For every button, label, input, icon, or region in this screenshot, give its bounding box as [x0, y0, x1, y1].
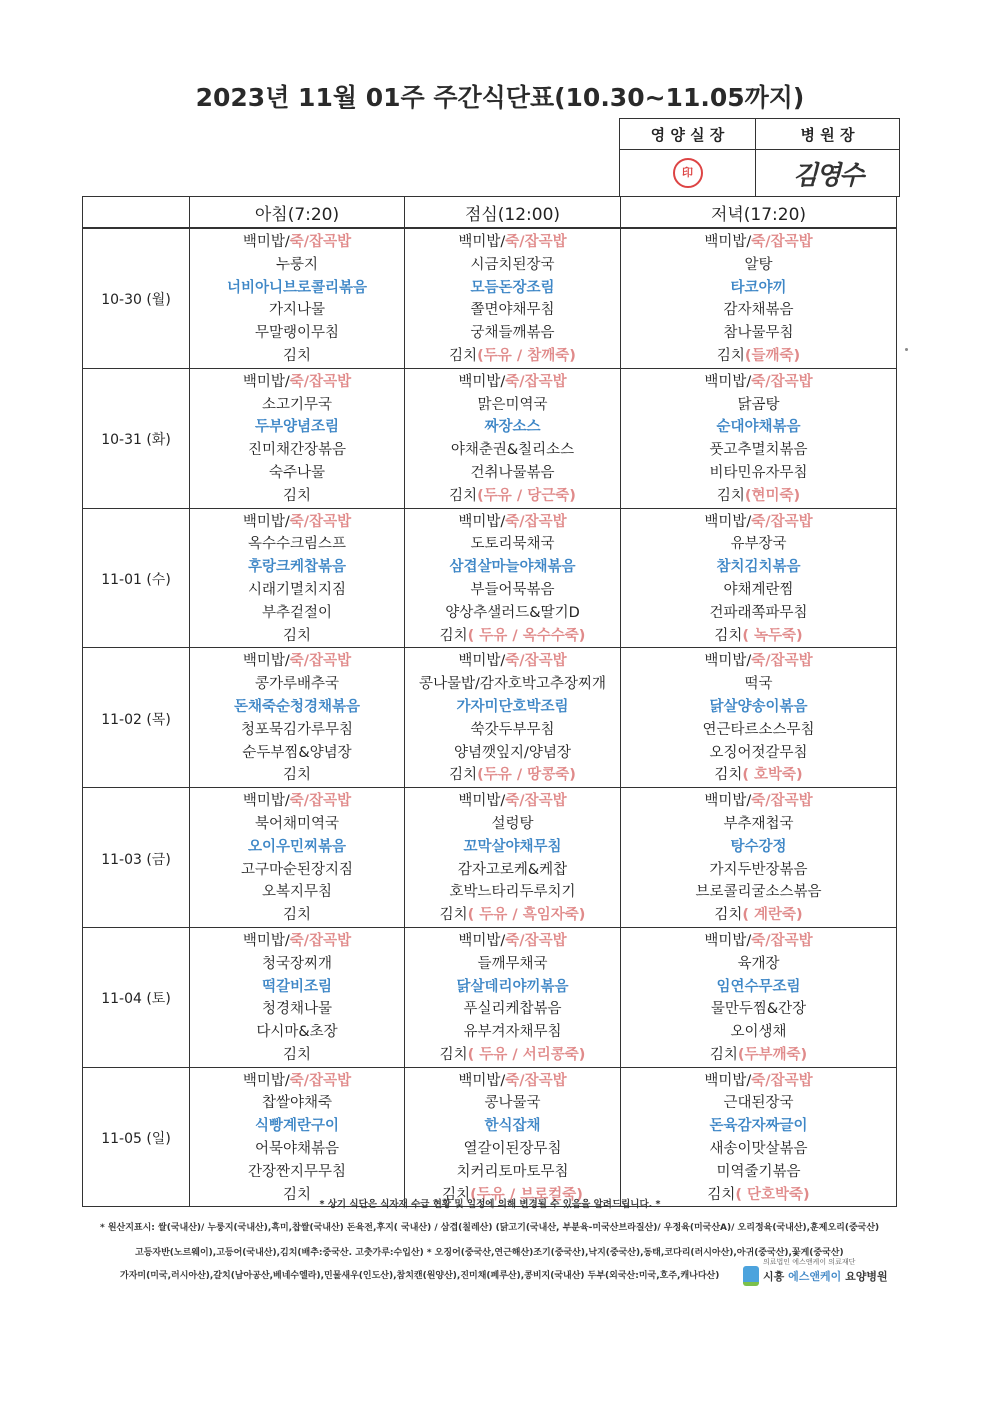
menu-item: 시래기멸치지짐 [247, 581, 347, 598]
main-dish: 참치김치볶음 [716, 559, 801, 576]
menu-item: 시금치된장국 [470, 256, 555, 273]
menu-item: 치커리토마토무침 [456, 1163, 569, 1180]
main-dish: 꼬막살야채무침 [463, 838, 562, 855]
kimchi: 김치 [714, 627, 743, 644]
rice-main: 백미밥/ [704, 793, 752, 810]
snack-porridge: ( 호박죽) [742, 767, 803, 784]
snack-porridge: (현미죽) [744, 487, 801, 504]
kimchi-line [190, 764, 404, 787]
main-dish: 오이우민찌볶음 [247, 838, 347, 855]
rice-main: 백미밥/ [242, 373, 290, 390]
kimchi-line [405, 485, 620, 508]
dinner-cell [621, 648, 897, 788]
kimchi: 김치 [707, 1186, 736, 1203]
rice-main: 백미밥/ [242, 513, 290, 530]
main-dish: 탕수강정 [730, 838, 787, 855]
rice-line [190, 790, 404, 813]
rice-alternative: 죽/잡곡밥 [289, 653, 352, 670]
main-dish: 돈채죽순청경채볶음 [233, 698, 361, 715]
menu-item: 청포묵김가루무침 [240, 721, 354, 738]
director-signature: 김영수 [792, 160, 863, 191]
kimchi-line [405, 904, 620, 927]
origin-line-2: 고등자반(노르웨이),고등어(국내산),김치(배추:중국산. 고춧가루:수입산) * 오징어(중국산,연근해산)조기(중국산),낙지(중국산),동태,코다리(러시아산),아귀(중국산),꽃게(중국산) [135, 1248, 844, 1258]
rice-line [190, 511, 404, 534]
kimchi-line [621, 904, 896, 927]
rice-alternative: 죽/잡곡밥 [289, 513, 352, 530]
rice-main: 백미밥/ [458, 513, 506, 530]
snack-porridge: (두유 / 땅콩죽) [477, 767, 576, 784]
kimchi-line [405, 345, 620, 368]
menu-item: 건파래쪽파무침 [709, 604, 808, 621]
rice-main: 백미밥/ [458, 234, 506, 250]
kimchi: 김치 [439, 907, 468, 924]
rice-main: 백미밥/ [458, 1072, 506, 1089]
main-dish: 후랑크케찹볶음 [247, 559, 347, 576]
breakfast-cell [190, 648, 405, 788]
breakfast-cell [190, 1067, 405, 1207]
main-dish: 떡갈비조림 [261, 978, 333, 995]
menu-item: 푸실리케찹볶음 [463, 1001, 562, 1018]
breakfast-cell [190, 788, 405, 928]
menu-day-row [83, 648, 897, 788]
menu-item: 무말랭이무침 [254, 325, 340, 342]
rice-line [190, 650, 404, 673]
menu-item: 콩나물국 [484, 1095, 541, 1112]
breakfast-cell [190, 508, 405, 648]
header-breakfast: 아침(7:20) [190, 197, 405, 229]
lunch-cell [405, 228, 621, 368]
rice-line [621, 1070, 896, 1093]
kimchi-line [405, 1044, 620, 1067]
main-dish: 한식잡채 [484, 1118, 541, 1135]
lunch-cell [405, 927, 621, 1067]
rice-alternative: 죽/잡곡밥 [751, 234, 813, 250]
rice-alternative: 죽/잡곡밥 [289, 793, 352, 810]
menu-item: 북어채미역국 [254, 815, 340, 832]
menu-item: 옥수수크림스프 [247, 536, 347, 553]
menu-item: 찹쌀야채죽 [261, 1095, 333, 1112]
rice-main: 백미밥/ [458, 932, 506, 949]
hospital-logo [743, 1258, 888, 1286]
origin-line-3: 가자미(미국,러시아산),갈치(남아공산,베네수엘라),민물새우(인도산),참치캔(원양산),진미채(페루산),콩비지(국내산) 두부(외국산:미국,호주,캐나다산) [120, 1271, 720, 1281]
rice-main: 백미밥/ [458, 373, 506, 390]
snack-porridge: ( 두유 / 옥수수죽) [467, 627, 586, 644]
rice-line [621, 511, 896, 534]
menu-item: 유부장국 [730, 536, 787, 553]
rice-main: 백미밥/ [704, 373, 752, 390]
menu-item: 비타민유자무침 [709, 464, 808, 481]
rice-line [190, 1070, 404, 1093]
director-label: 병 원 장 [756, 119, 900, 150]
rice-alternative: 죽/잡곡밥 [289, 932, 352, 949]
main-dish: 두부양념조림 [254, 419, 340, 436]
menu-day-row [83, 1067, 897, 1207]
logo-name [763, 1268, 888, 1284]
snack-porridge: ( 두유 / 서리콩죽) [467, 1046, 586, 1063]
snack-porridge: (두유 / 참깨죽) [477, 347, 576, 364]
scan-dot [905, 348, 908, 351]
menu-item: 감자채볶음 [723, 302, 794, 319]
dinner-cell [621, 368, 897, 508]
rice-main: 백미밥/ [242, 793, 290, 810]
rice-line [621, 371, 896, 394]
day-date: 10-30 (월) [83, 228, 190, 368]
kimchi: 김치 [439, 1046, 468, 1063]
rice-alternative: 죽/잡곡밥 [751, 1072, 813, 1089]
menu-item: 쫄면야채무침 [470, 302, 555, 319]
kimchi: 김치 [282, 767, 311, 784]
menu-item: 호박느타리두루치기 [449, 884, 576, 901]
menu-item: 물만두찜&간장 [710, 1001, 807, 1018]
breakfast-cell [190, 368, 405, 508]
menu-item: 콩가루배추국 [254, 676, 340, 693]
kimchi-line [621, 345, 896, 368]
menu-item: 부추겉절이 [261, 604, 333, 621]
kimchi: 김치 [449, 347, 478, 364]
kimchi-line [190, 1044, 404, 1067]
rice-line [405, 650, 620, 673]
kimchi-line [621, 1044, 896, 1067]
menu-item: 양상추샐러드&딸기D [445, 604, 580, 621]
menu-item: 야채계란찜 [723, 581, 794, 598]
lunch-cell [405, 648, 621, 788]
kimchi: 김치 [282, 1186, 311, 1203]
menu-item: 풋고추멸치볶음 [709, 442, 808, 459]
menu-item: 건취나물볶음 [470, 464, 555, 481]
kimchi-line [190, 904, 404, 927]
day-date: 11-02 (목) [83, 648, 190, 788]
menu-item: 오복지무침 [261, 884, 333, 901]
kimchi: 김치 [282, 907, 311, 924]
snack-porridge: (들깨죽) [744, 347, 801, 364]
rice-line [405, 511, 620, 534]
menu-day-row [83, 788, 897, 928]
main-dish: 순대야채볶음 [716, 419, 801, 436]
kimchi: 김치 [449, 487, 478, 504]
kimchi: 김치 [282, 627, 311, 644]
snack-porridge: ( 두유 / 흑임자죽) [467, 907, 586, 924]
kimchi-line [405, 625, 620, 648]
main-dish: 닭살양송이볶음 [709, 698, 808, 715]
rice-alternative: 죽/잡곡밥 [505, 1072, 567, 1089]
rice-alternative: 죽/잡곡밥 [751, 653, 813, 670]
logo-foundation: 의료법인 에스앤케이 의료재단 [763, 1258, 856, 1266]
seal-stamp: 印 [673, 158, 703, 188]
rice-line [621, 790, 896, 813]
dietitian-label: 영 양 실 장 [620, 119, 756, 150]
kimchi: 김치 [716, 347, 745, 364]
kimchi: 김치 [714, 767, 743, 784]
main-dish: 너비아니브로콜리볶음 [226, 279, 368, 296]
breakfast-cell [190, 927, 405, 1067]
rice-alternative: 죽/잡곡밥 [505, 932, 567, 949]
logo-accent: 에스앤케이 [788, 1270, 842, 1283]
rice-alternative: 죽/잡곡밥 [289, 373, 352, 390]
lunch-cell [405, 368, 621, 508]
rice-line [190, 930, 404, 953]
rice-main: 백미밥/ [242, 932, 290, 949]
menu-item: 새송이맛살볶음 [709, 1141, 808, 1158]
kimchi: 김치 [282, 347, 311, 364]
rice-line [190, 231, 404, 254]
rice-line [405, 790, 620, 813]
day-date: 11-03 (금) [83, 788, 190, 928]
dinner-cell [621, 1067, 897, 1207]
menu-item: 누룽지 [275, 256, 319, 273]
snack-porridge: (두유 / 당근죽) [477, 487, 576, 504]
dinner-cell [621, 788, 897, 928]
rice-alternative: 죽/잡곡밥 [505, 793, 567, 810]
rice-main: 백미밥/ [704, 653, 752, 670]
page-title: 2023년 11월 01주 주간식단표(10.30~11.05까지) [195, 83, 805, 112]
logo-suffix: 요양병원 [841, 1270, 888, 1283]
lunch-cell [405, 1067, 621, 1207]
snack-porridge: (두부깨죽) [737, 1046, 808, 1063]
rice-main: 백미밥/ [704, 513, 752, 530]
kimchi: 김치 [716, 487, 745, 504]
rice-line [405, 371, 620, 394]
menu-item: 청경채나물 [261, 1001, 333, 1018]
approval-table [619, 118, 900, 197]
change-notice: * 상기 식단은 식자재 수급 현황 및 일정에 의해 변경될 수 있음을 알려드립니다. * [319, 1199, 661, 1210]
menu-item: 간장짠지무무침 [247, 1163, 347, 1180]
kimchi-line [190, 625, 404, 648]
header-lunch: 점심(12:00) [405, 197, 621, 229]
origin-line-1: * 원산지표시: 쌀(국내산)/ 누룽지(국내산),흑미,찹쌀(국내산) 돈육전,후지( 국내산) / 삼겹(칠레산) (닭고기(국내산, 부분육-미국산브라질산)/ 우정육(미국산A)/ 오리정육(국내산),훈제오리(중국산) [100, 1223, 880, 1233]
hospital-logo-icon [743, 1266, 759, 1286]
kimchi: 김치 [709, 1046, 738, 1063]
menu-item: 고구마순된장지짐 [240, 861, 354, 878]
kimchi: 김치 [282, 1046, 311, 1063]
menu-item: 육개장 [737, 955, 780, 972]
menu-header-row [83, 197, 897, 229]
kimchi: 김치 [282, 487, 311, 504]
rice-main: 백미밥/ [242, 1072, 290, 1089]
logo-prefix: 시흥 [763, 1270, 789, 1283]
rice-alternative: 죽/잡곡밥 [505, 513, 567, 530]
rice-alternative: 죽/잡곡밥 [751, 513, 813, 530]
menu-item: 감자고로케&케찹 [457, 861, 568, 878]
menu-item: 진미채간장볶음 [247, 442, 347, 459]
menu-item: 알탕 [744, 256, 773, 273]
menu-item: 유부겨자채무침 [463, 1024, 562, 1041]
menu-item: 오이생채 [730, 1024, 787, 1041]
main-dish: 식빵계란구이 [254, 1118, 340, 1135]
rice-alternative: 죽/잡곡밥 [505, 234, 567, 250]
rice-line [190, 371, 404, 394]
main-dish: 임연수무조림 [716, 978, 801, 995]
menu-item: 설렁탕 [491, 815, 534, 832]
snack-porridge: ( 녹두죽) [742, 627, 803, 644]
menu-day-row [83, 228, 897, 368]
menu-item: 가지두반장볶음 [709, 861, 808, 878]
menu-item: 어묵야채볶음 [254, 1141, 340, 1158]
rice-alternative: 죽/잡곡밥 [751, 373, 813, 390]
rice-alternative: 죽/잡곡밥 [289, 1072, 352, 1089]
rice-line [621, 650, 896, 673]
dinner-cell [621, 228, 897, 368]
kimchi: 김치 [714, 907, 743, 924]
day-date: 10-31 (화) [83, 368, 190, 508]
lunch-cell [405, 788, 621, 928]
rice-main: 백미밥/ [704, 1072, 752, 1089]
rice-alternative: 죽/잡곡밥 [505, 653, 567, 670]
rice-line [405, 1070, 620, 1093]
kimchi-line [405, 764, 620, 787]
kimchi: 김치 [439, 627, 468, 644]
menu-item: 소고기무국 [261, 396, 333, 413]
menu-item: 오징어젓갈무침 [709, 744, 808, 761]
main-dish: 가자미단호박조림 [456, 698, 569, 715]
menu-item: 순두부찜&양념장 [242, 744, 352, 761]
menu-item: 다시마&초장 [256, 1024, 338, 1041]
day-date: 11-04 (토) [83, 927, 190, 1067]
menu-item: 열갈이된장무침 [463, 1141, 562, 1158]
snack-porridge: ( 계란죽) [742, 907, 803, 924]
rice-main: 백미밥/ [458, 793, 506, 810]
dinner-cell [621, 508, 897, 648]
menu-day-row [83, 508, 897, 648]
kimchi-line [621, 625, 896, 648]
snack-porridge: (두유 / 브로컬죽) [470, 1186, 583, 1203]
weekly-menu-table [82, 196, 897, 1207]
menu-item: 부추재첩국 [723, 815, 794, 832]
rice-alternative: 죽/잡곡밥 [751, 793, 813, 810]
kimchi: 김치 [449, 767, 478, 784]
menu-item: 부들어묵볶음 [470, 581, 555, 598]
menu-item: 도토리묵채국 [470, 536, 555, 553]
kimchi-line [190, 345, 404, 368]
menu-day-row [83, 368, 897, 508]
kimchi-line [621, 764, 896, 787]
main-dish: 닭살데리야끼볶음 [456, 978, 569, 995]
menu-item: 가지나물 [268, 302, 326, 319]
menu-item: 궁채들깨볶음 [470, 325, 555, 342]
menu-item: 맑은미역국 [477, 396, 548, 413]
rice-main: 백미밥/ [242, 234, 290, 250]
main-dish: 삼겹살마늘야채볶음 [449, 559, 576, 576]
rice-main: 백미밥/ [704, 932, 752, 949]
day-date: 11-05 (일) [83, 1067, 190, 1207]
dinner-cell [621, 927, 897, 1067]
menu-item: 연근타르소스무침 [702, 721, 815, 738]
director-signature-cell [756, 150, 900, 197]
menu-item: 닭곰탕 [737, 396, 780, 413]
breakfast-cell [190, 228, 405, 368]
menu-item: 참나물무침 [723, 325, 794, 342]
menu-item: 숙주나물 [268, 464, 326, 481]
lunch-cell [405, 508, 621, 648]
main-dish: 돈육감자짜글이 [709, 1118, 808, 1135]
main-dish: 모듬돈장조림 [470, 279, 555, 296]
rice-main: 백미밥/ [704, 234, 752, 250]
rice-line [621, 231, 896, 254]
menu-item: 쑥갓두부무침 [470, 721, 555, 738]
rice-alternative: 죽/잡곡밥 [505, 373, 567, 390]
main-dish: 짜장소스 [484, 419, 541, 436]
rice-line [405, 930, 620, 953]
header-dinner: 저녁(17:20) [621, 197, 897, 229]
rice-line [405, 231, 620, 254]
snack-porridge: ( 단호박죽) [735, 1186, 810, 1203]
menu-day-row [83, 927, 897, 1067]
rice-alternative: 죽/잡곡밥 [289, 234, 352, 250]
dietitian-stamp [620, 150, 756, 197]
menu-item: 양념깻잎지/양념장 [454, 744, 571, 761]
rice-line [621, 930, 896, 953]
header-date [83, 197, 190, 229]
kimchi: 김치 [442, 1186, 471, 1203]
kimchi-line [621, 485, 896, 508]
menu-item: 콩나물밥/감자호박고추장찌개 [419, 676, 606, 693]
menu-item: 야채춘권&칠리소스 [450, 442, 575, 459]
rice-main: 백미밥/ [242, 653, 290, 670]
main-dish: 타코야끼 [730, 279, 787, 296]
menu-item: 미역줄기볶음 [716, 1163, 801, 1180]
rice-main: 백미밥/ [458, 653, 506, 670]
menu-item: 근대된장국 [723, 1095, 794, 1112]
menu-item: 떡국 [744, 676, 773, 693]
rice-alternative: 죽/잡곡밥 [751, 932, 813, 949]
menu-item: 들깨무채국 [477, 955, 548, 972]
day-date: 11-01 (수) [83, 508, 190, 648]
menu-item: 청국장찌개 [261, 955, 333, 972]
kimchi-line [190, 485, 404, 508]
menu-item: 브로콜리굴소스볶음 [695, 884, 822, 901]
